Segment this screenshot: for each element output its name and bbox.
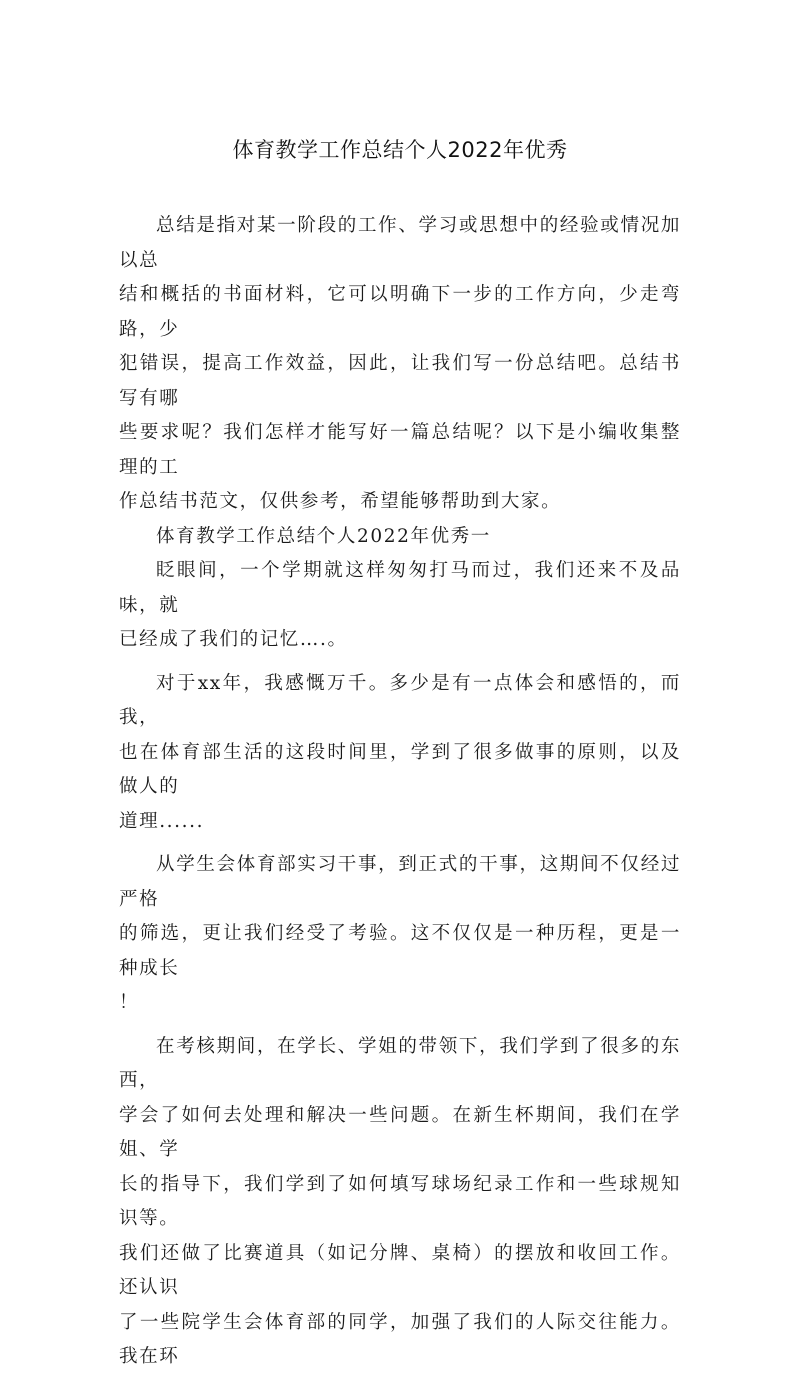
- text-line: 眨眼间，一个学期就这样匆匆打马而过，我们还来不及品味，就: [119, 560, 681, 616]
- text-line: 学会了如何去处理和解决一些问题。在新生杯期间，我们在学姐、学: [119, 1104, 681, 1160]
- text-line: 了一些院学生会体育部的同学，加强了我们的人际交往能力。我在环: [119, 1311, 681, 1367]
- text-line: 长的指导下，我们学到了如何填写球场纪录工作和一些球规知识等。: [119, 1173, 681, 1229]
- document-title: 体育教学工作总结个人2022年优秀: [232, 138, 568, 162]
- paragraph: [119, 1030, 681, 1375]
- text-line: 些要求呢？我们怎样才能写好一篇总结呢？以下是小编收集整理的工: [119, 422, 681, 478]
- paragraph: [119, 667, 681, 840]
- text-line: 也在体育部生活的这段时间里，学到了很多做事的原则，以及做人的: [119, 741, 681, 797]
- paragraph: [119, 848, 681, 1021]
- text-line: 在考核期间，在学长、学姐的带领下，我们学到了很多的东西，: [119, 1035, 681, 1091]
- text-line: 已经成了我们的记忆….。: [119, 629, 348, 650]
- text-line: ！: [119, 992, 140, 1013]
- paragraph: [119, 554, 681, 658]
- text-line: 我们还做了比赛道具（如记分牌、桌椅）的摆放和收回工作。还认识: [119, 1242, 681, 1298]
- text-line: 总结是指对某一阶段的工作、学习或思想中的经验或情况加以总: [119, 215, 681, 271]
- text-line: 体育教学工作总结个人2022年优秀一: [156, 525, 491, 547]
- text-line: 对于xx年，我感慨万千。多少是有一点体会和感悟的，而我，: [119, 672, 681, 728]
- paragraph-intro: [119, 209, 681, 520]
- text-line: 从学生会体育部实习干事，到正式的干事，这期间不仅经过严格: [119, 854, 681, 910]
- section-heading: [119, 520, 681, 555]
- text-line: 结和概括的书面材料，它可以明确下一步的工作方向，少走弯路，少: [119, 284, 681, 340]
- text-line: 作总结书范文，仅供参考，希望能够帮助到大家。: [119, 491, 562, 512]
- text-line: 道理......: [119, 810, 205, 832]
- text-line: 犯错误，提高工作效益，因此，让我们写一份总结吧。总结书写有哪: [119, 353, 681, 409]
- document-body: [119, 209, 681, 1375]
- text-line: 的筛选，更让我们经受了考验。这不仅仅是一种历程，更是一种成长: [119, 923, 681, 979]
